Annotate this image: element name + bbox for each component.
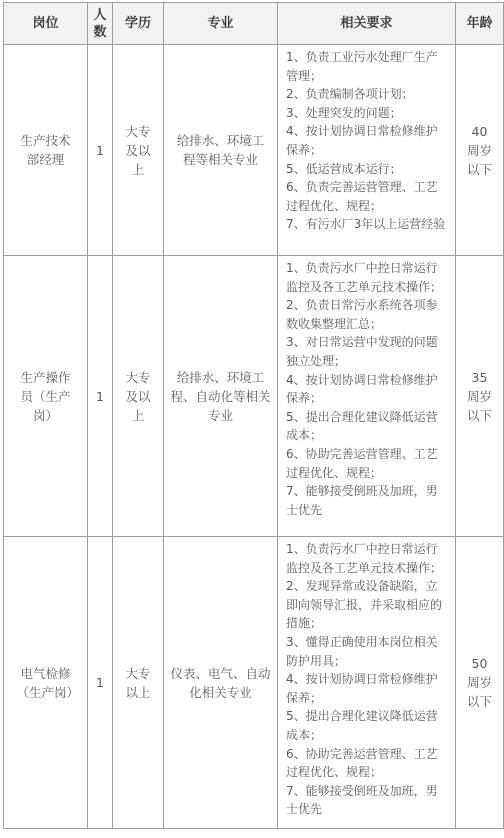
major-cell: 给排水、环境工程等相关专业 [164, 45, 278, 256]
education-cell: 大专及以上 [113, 256, 164, 537]
requirement-item: 3、对日常运营中发现的问题独立处理； [286, 335, 438, 368]
requirement-item: 4、按计划协调日常检修维护保养； [286, 372, 438, 406]
position-cell: 生产技术部经理 [4, 45, 88, 256]
requirement-item: 7、能够接受倒班及加班，男士优先 [286, 783, 438, 817]
header-row [4, 3, 504, 45]
requirement-item: 5、提出合理化建议降低运营成本； [286, 409, 438, 443]
requirement-item: 2、发现异常或设备缺陷，立即向领导汇报，并采取相应的措施； [286, 579, 443, 631]
requirement-item: 6、协助完善运营管理、工艺过程优化、规程； [286, 746, 438, 780]
education-cell: 大专以上 [113, 537, 164, 829]
requirement-item: 3、处理突发的问题； [286, 105, 402, 120]
requirement-item: 2、负责编制各项计划； [286, 87, 414, 102]
age-cell: 35周岁以下 [456, 256, 504, 537]
requirement-item: 6、负责完善运营管理、工艺过程优化、规程； [286, 180, 438, 213]
header-major: 专业 [164, 3, 278, 45]
table-row [4, 537, 504, 829]
requirement-item: 4、按计划协调日常检修维护保养； [286, 124, 438, 157]
requirement-item: 1、负责污水厂中控日常运行监控及各工艺单元技术操作； [286, 542, 443, 575]
requirement-item: 3、懂得正确使用本岗位相关防护用具； [286, 634, 438, 668]
position-cell: 电气检修（生产岗） [4, 537, 88, 829]
requirement-item: 2、负责日常污水系统各项参数收集整理汇总； [286, 298, 438, 331]
position-cell: 生产操作员（生产岗） [4, 256, 88, 537]
requirement-item: 5、低运营成本运行； [286, 161, 402, 176]
table-row [4, 256, 504, 537]
header-age: 年龄 [456, 3, 504, 45]
requirements-cell [278, 537, 456, 829]
age-cell: 40周岁以下 [456, 45, 504, 256]
count-cell: 1 [88, 537, 113, 829]
header-count: 人数 [88, 3, 113, 45]
header-requirements: 相关要求 [278, 3, 456, 45]
requirement-item: 1、负责污水厂中控日常运行监控及各工艺单元技术操作； [286, 261, 443, 294]
requirement-item: 6、协助完善运营管理、工艺过程优化、规程； [286, 446, 438, 480]
education-cell: 大专及以上 [113, 45, 164, 256]
header-position: 岗位 [4, 3, 88, 45]
table-row [4, 45, 504, 256]
major-cell: 仪表、电气、自动化相关专业 [164, 537, 278, 829]
major-cell: 给排水、环境工程、自动化等相关专业 [164, 256, 278, 537]
requirement-item: 5、提出合理化建议降低运营成本； [286, 709, 438, 742]
count-cell: 1 [88, 45, 113, 256]
recruitment-table [3, 2, 504, 829]
age-cell: 50周岁以下 [456, 537, 504, 829]
requirement-item: 7、有污水厂3年以上运营经验 [286, 217, 446, 232]
requirements-cell [278, 45, 456, 256]
requirements-cell [278, 256, 456, 537]
count-cell: 1 [88, 256, 113, 537]
requirement-item: 4、按计划协调日常检修维护保养； [286, 672, 438, 705]
header-education: 学历 [113, 3, 164, 45]
requirement-item: 1、负责工业污水处理厂生产管理； [286, 50, 438, 83]
requirement-item: 7、能够接受倒班及加班，男士优先 [286, 484, 438, 517]
